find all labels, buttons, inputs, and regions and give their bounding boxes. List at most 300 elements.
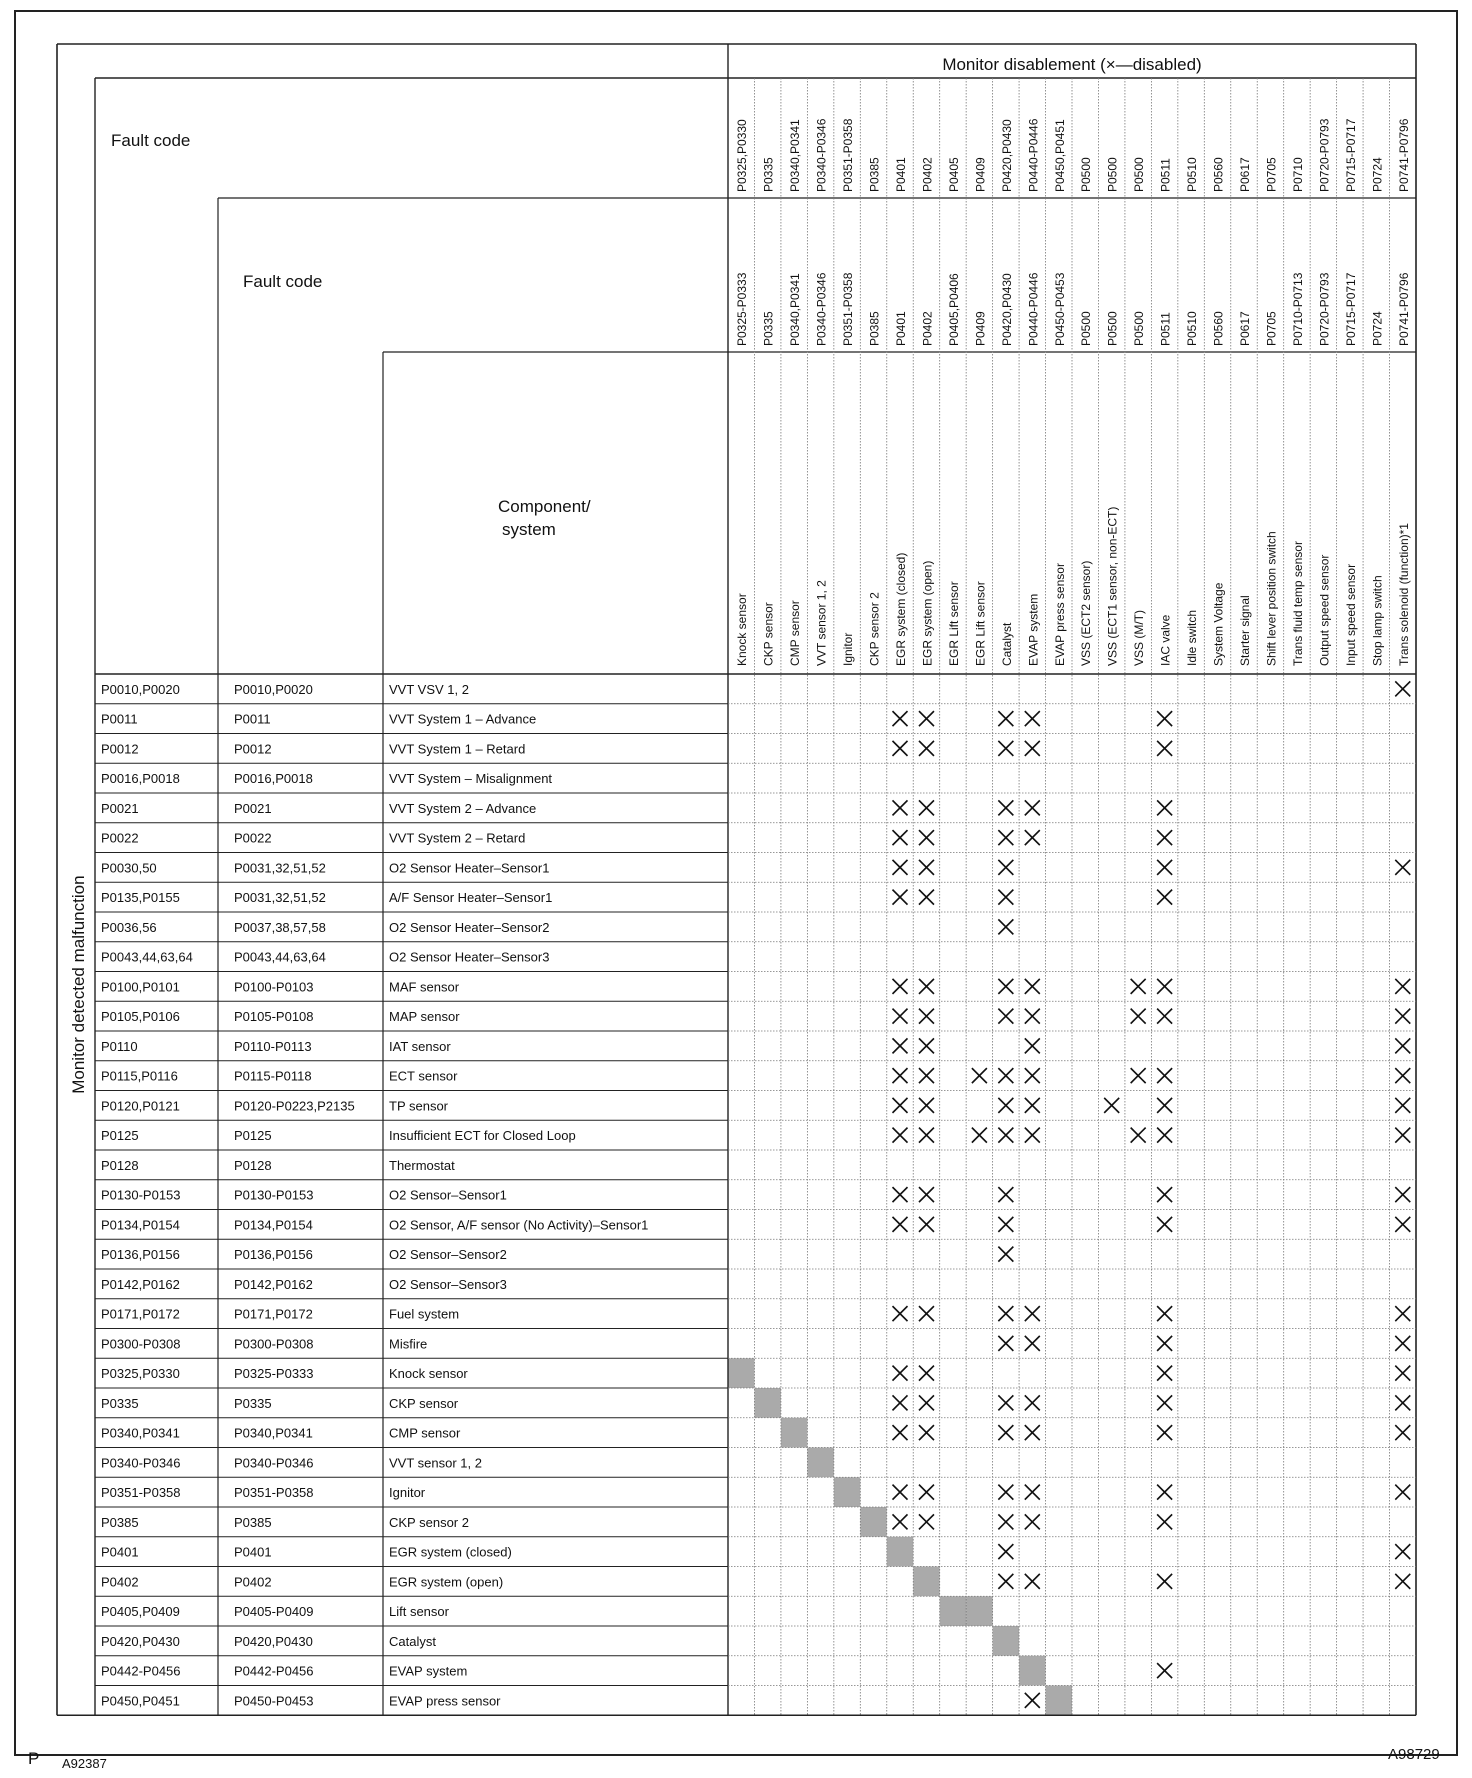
column-code2: P0401 bbox=[894, 311, 908, 346]
column-component-name: Trans fluid temp sensor bbox=[1290, 541, 1305, 666]
disabled-mark bbox=[919, 1395, 934, 1410]
row-code2: P0043,44,63,64 bbox=[234, 949, 326, 965]
disabled-mark bbox=[919, 741, 934, 756]
row-component-name: O2 Sensor–Sensor3 bbox=[389, 1276, 507, 1292]
row-code2: P0142,P0162 bbox=[234, 1276, 313, 1292]
disabled-mark bbox=[919, 1128, 934, 1143]
disabled-mark bbox=[1395, 1098, 1410, 1113]
row-code2: P0016,P0018 bbox=[234, 771, 313, 787]
disabled-mark bbox=[893, 1485, 908, 1500]
column-code2: P0450-P0453 bbox=[1052, 272, 1067, 346]
row-code2: P0401 bbox=[234, 1544, 272, 1560]
disabled-mark bbox=[919, 890, 934, 905]
row-component-name: O2 Sensor–Sensor2 bbox=[389, 1247, 507, 1263]
column-code2: P0420,P0430 bbox=[999, 273, 1014, 346]
row-code2: P0450-P0453 bbox=[234, 1693, 314, 1709]
disabled-mark bbox=[1395, 1187, 1410, 1202]
disabled-mark bbox=[1395, 860, 1410, 875]
row-code1: P0115,P0116 bbox=[101, 1068, 178, 1084]
column-component-name: Knock sensor bbox=[735, 593, 750, 666]
row-code2: P0405-P0409 bbox=[234, 1604, 314, 1620]
disabled-mark bbox=[893, 711, 908, 726]
row-code1: P0030,50 bbox=[101, 860, 157, 876]
disabled-mark bbox=[1157, 890, 1172, 905]
disabled-mark bbox=[893, 1038, 908, 1053]
row-code1: P0142,P0162 bbox=[101, 1276, 180, 1292]
row-component-name: MAF sensor bbox=[389, 979, 460, 995]
row-component-name: O2 Sensor Heater–Sensor3 bbox=[389, 949, 550, 965]
disabled-mark bbox=[1157, 1336, 1172, 1351]
disabled-mark bbox=[919, 1009, 934, 1024]
row-component-name: Fuel system bbox=[389, 1306, 460, 1322]
column-code1: P0500 bbox=[1132, 157, 1147, 192]
column-code1: P0560 bbox=[1211, 157, 1226, 192]
row-code1: P0401 bbox=[101, 1544, 139, 1560]
row-code1: P0128 bbox=[101, 1157, 139, 1173]
row-code2: P0031,32,51,52 bbox=[234, 860, 326, 876]
disabled-mark bbox=[919, 1485, 934, 1500]
column-code1: P0402 bbox=[920, 157, 935, 192]
disabled-mark bbox=[893, 1306, 908, 1321]
column-code1: P0401 bbox=[894, 157, 908, 192]
disabled-mark bbox=[998, 1395, 1013, 1410]
shaded-cell bbox=[754, 1388, 780, 1418]
row-component-name: ECT sensor bbox=[389, 1068, 458, 1084]
disabled-mark bbox=[972, 1128, 987, 1143]
disabled-mark bbox=[1395, 1395, 1410, 1410]
column-code1: P0405 bbox=[946, 157, 961, 192]
row-component-name: Knock sensor bbox=[389, 1366, 468, 1382]
row-code2: P0031,32,51,52 bbox=[234, 890, 326, 906]
column-code1: P0420,P0430 bbox=[999, 119, 1014, 192]
shaded-cell bbox=[834, 1477, 860, 1507]
row-component-name: O2 Sensor, A/F sensor (No Activity)–Sensor1 bbox=[389, 1217, 649, 1233]
row-component-name: TP sensor bbox=[389, 1098, 449, 1114]
column-code2: P0500 bbox=[1105, 311, 1120, 346]
disabled-mark bbox=[1157, 860, 1172, 875]
disabled-mark bbox=[998, 1128, 1013, 1143]
disabled-mark bbox=[1025, 979, 1040, 994]
row-code1: P0043,44,63,64 bbox=[101, 949, 193, 965]
column-component-name: Shift lever position switch bbox=[1264, 531, 1279, 666]
disabled-mark bbox=[893, 1187, 908, 1202]
disabled-mark bbox=[893, 741, 908, 756]
row-code2: P0011 bbox=[234, 711, 271, 727]
row-component-name: O2 Sensor Heater–Sensor1 bbox=[389, 860, 550, 876]
row-code2: P0128 bbox=[234, 1157, 272, 1173]
row-code2: P0325-P0333 bbox=[234, 1366, 314, 1382]
disabled-mark bbox=[1104, 1098, 1119, 1113]
column-code1: P0715-P0717 bbox=[1343, 118, 1358, 192]
disabled-mark bbox=[1025, 1485, 1040, 1500]
row-code1: P0351-P0358 bbox=[101, 1485, 181, 1501]
column-code2: P0409 bbox=[973, 311, 988, 346]
disabled-mark bbox=[1395, 1306, 1410, 1321]
disabled-mark bbox=[998, 1574, 1013, 1589]
disabled-mark bbox=[1157, 1306, 1172, 1321]
shaded-cell bbox=[887, 1537, 913, 1567]
row-code1: P0021 bbox=[101, 800, 139, 816]
disabled-mark bbox=[919, 1366, 934, 1381]
shaded-cell bbox=[913, 1567, 939, 1597]
column-code2: P0340,P0341 bbox=[788, 273, 803, 346]
side-label: Monitor detected malfunction bbox=[69, 875, 88, 1094]
row-code2: P0037,38,57,58 bbox=[234, 919, 326, 935]
monitor-disablement-title: Monitor disablement (×—disabled) bbox=[942, 55, 1202, 74]
row-component-name: VVT System 1 – Retard bbox=[389, 741, 526, 757]
column-component-name: Stop lamp switch bbox=[1370, 575, 1385, 666]
disabled-mark bbox=[1157, 1425, 1172, 1440]
disabled-mark bbox=[1395, 1128, 1410, 1143]
disabled-mark bbox=[998, 1217, 1013, 1232]
column-code1: P0500 bbox=[1079, 157, 1094, 192]
disabled-mark bbox=[893, 1217, 908, 1232]
row-code1: P0402 bbox=[101, 1574, 139, 1590]
column-component-name: Ignitor bbox=[841, 632, 856, 666]
column-code1: P0741-P0796 bbox=[1396, 118, 1411, 192]
column-code1: P0617 bbox=[1238, 157, 1252, 192]
disabled-mark bbox=[1157, 830, 1172, 845]
row-code1: P0011 bbox=[101, 711, 138, 727]
column-code2: P0720-P0793 bbox=[1317, 272, 1332, 346]
disabled-mark bbox=[1025, 1128, 1040, 1143]
disabled-mark bbox=[1157, 1514, 1172, 1529]
disabled-mark bbox=[1395, 979, 1410, 994]
disabled-mark bbox=[998, 711, 1013, 726]
disabled-mark bbox=[893, 1068, 908, 1083]
disabled-mark bbox=[893, 979, 908, 994]
column-component-name: Catalyst bbox=[999, 622, 1014, 666]
disabled-mark bbox=[1025, 1425, 1040, 1440]
disabled-mark bbox=[998, 1544, 1013, 1559]
row-code2: P0442-P0456 bbox=[234, 1663, 314, 1679]
disabled-mark bbox=[998, 1247, 1013, 1262]
disabled-mark bbox=[1025, 1009, 1040, 1024]
column-component-name: Trans solenoid (function)*1 bbox=[1396, 523, 1411, 666]
column-code2: P0385 bbox=[867, 311, 882, 346]
row-code2: P0300-P0308 bbox=[234, 1336, 314, 1352]
row-code1: P0405,P0409 bbox=[101, 1604, 180, 1620]
disabled-mark bbox=[1157, 1128, 1172, 1143]
disabled-mark bbox=[1025, 1336, 1040, 1351]
disabled-mark bbox=[998, 919, 1013, 934]
disabled-mark bbox=[1395, 1336, 1410, 1351]
disabled-mark bbox=[1025, 1068, 1040, 1083]
disabled-mark bbox=[972, 1068, 987, 1083]
column-code1: P0720-P0793 bbox=[1317, 118, 1332, 192]
row-code1: P0420,P0430 bbox=[101, 1633, 180, 1649]
disabled-mark bbox=[893, 1514, 908, 1529]
shaded-cell bbox=[993, 1626, 1019, 1656]
disabled-mark bbox=[893, 830, 908, 845]
disabled-mark bbox=[1025, 1574, 1040, 1589]
row-code1: P0036,56 bbox=[101, 919, 157, 935]
column-code2: P0405,P0406 bbox=[946, 273, 961, 346]
disabled-mark bbox=[893, 1425, 908, 1440]
column-component-name: VVT sensor 1, 2 bbox=[814, 580, 829, 666]
disabled-mark bbox=[919, 1514, 934, 1529]
column-code1: P0351-P0358 bbox=[841, 118, 856, 192]
disabled-mark bbox=[1131, 979, 1146, 994]
column-code2: P0705 bbox=[1264, 311, 1279, 346]
row-code2: P0340,P0341 bbox=[234, 1425, 313, 1441]
disabled-mark bbox=[1157, 1098, 1172, 1113]
system-label: system bbox=[502, 520, 556, 539]
disabled-mark bbox=[998, 741, 1013, 756]
column-code2: P0440-P0446 bbox=[1026, 272, 1041, 346]
column-code1: P0511 bbox=[1158, 158, 1173, 192]
shaded-cell bbox=[1046, 1686, 1072, 1716]
row-code1: P0450,P0451 bbox=[101, 1693, 180, 1709]
column-code2: P0500 bbox=[1132, 311, 1147, 346]
shaded-cell bbox=[728, 1358, 754, 1388]
disabled-mark bbox=[1395, 1366, 1410, 1381]
disabled-mark bbox=[919, 1217, 934, 1232]
row-code2: P0115-P0118 bbox=[234, 1068, 312, 1084]
shaded-cell bbox=[807, 1448, 833, 1478]
row-code2: P0130-P0153 bbox=[234, 1187, 314, 1203]
row-code1: P0335 bbox=[101, 1395, 139, 1411]
row-code1: P0340-P0346 bbox=[101, 1455, 181, 1471]
disabled-mark bbox=[919, 711, 934, 726]
column-code2: P0335 bbox=[761, 311, 776, 346]
column-code2: P0715-P0717 bbox=[1343, 272, 1358, 346]
row-component-name: VVT System 2 – Retard bbox=[389, 830, 526, 846]
column-component-name: CKP sensor 2 bbox=[867, 592, 882, 666]
disabled-mark bbox=[1157, 1366, 1172, 1381]
row-component-name: EVAP press sensor bbox=[389, 1693, 501, 1709]
disabled-mark bbox=[919, 1038, 934, 1053]
column-component-name: Output speed sensor bbox=[1317, 554, 1332, 666]
row-code1: P0012 bbox=[101, 741, 139, 757]
row-component-name: Ignitor bbox=[389, 1485, 426, 1501]
disabled-mark bbox=[1395, 681, 1410, 696]
shaded-cell bbox=[860, 1507, 886, 1537]
component-label: Component/ bbox=[498, 497, 591, 516]
disabled-mark bbox=[1395, 1425, 1410, 1440]
row-component-name: EGR system (open) bbox=[389, 1574, 504, 1590]
disabled-mark bbox=[1025, 830, 1040, 845]
column-code2: P0710-P0713 bbox=[1290, 272, 1305, 346]
column-component-name: CMP sensor bbox=[788, 600, 803, 666]
row-code2: P0171,P0172 bbox=[234, 1306, 313, 1322]
shaded-cell bbox=[966, 1596, 992, 1626]
row-code2: P0110-P0113 bbox=[234, 1038, 312, 1054]
row-code1: P0130-P0153 bbox=[101, 1187, 181, 1203]
row-code1: P0171,P0172 bbox=[101, 1306, 180, 1322]
row-code1: P0135,P0155 bbox=[101, 890, 180, 906]
row-code2: P0351-P0358 bbox=[234, 1485, 314, 1501]
row-code1: P0016,P0018 bbox=[101, 771, 180, 787]
disabled-mark bbox=[893, 1009, 908, 1024]
column-code1: P0340-P0346 bbox=[814, 118, 829, 192]
disabled-mark bbox=[1395, 1038, 1410, 1053]
disabled-mark bbox=[998, 1514, 1013, 1529]
row-code1: P0136,P0156 bbox=[101, 1247, 180, 1263]
disabled-mark bbox=[1157, 1395, 1172, 1410]
column-code2: P0402 bbox=[920, 311, 935, 346]
row-code1: P0022 bbox=[101, 830, 139, 846]
column-code2: P0724 bbox=[1370, 311, 1385, 346]
disabled-mark bbox=[1157, 1009, 1172, 1024]
disabled-mark bbox=[998, 1336, 1013, 1351]
column-code1: P0450,P0451 bbox=[1052, 119, 1067, 192]
column-component-name: EGR Lift sensor bbox=[946, 581, 961, 666]
shaded-cell bbox=[1019, 1656, 1045, 1686]
column-code2: P0500 bbox=[1079, 311, 1094, 346]
column-code1: P0710 bbox=[1290, 157, 1305, 192]
disabled-mark bbox=[998, 890, 1013, 905]
row-code2: P0105-P0108 bbox=[234, 1009, 314, 1025]
row-component-name: Lift sensor bbox=[389, 1604, 449, 1620]
disabled-mark bbox=[998, 1098, 1013, 1113]
footer-letter: P bbox=[28, 1749, 40, 1768]
disabled-mark bbox=[1157, 711, 1172, 726]
column-code2: P0617 bbox=[1238, 311, 1252, 346]
column-code1: P0724 bbox=[1370, 157, 1385, 192]
row-code1: P0120,P0121 bbox=[101, 1098, 180, 1114]
column-component-name: Input speed sensor bbox=[1343, 563, 1358, 666]
disabled-mark bbox=[1395, 1217, 1410, 1232]
column-code2: P0325-P0333 bbox=[735, 272, 750, 346]
disabled-mark bbox=[1157, 1187, 1172, 1202]
row-component-name: Catalyst bbox=[389, 1633, 436, 1649]
disabled-mark bbox=[1025, 741, 1040, 756]
disabled-mark bbox=[919, 1098, 934, 1113]
footer-left-id: A92387 bbox=[62, 1756, 107, 1771]
column-component-name: EGR system (closed) bbox=[894, 552, 908, 666]
disabled-mark bbox=[1157, 1485, 1172, 1500]
row-component-name: CMP sensor bbox=[389, 1425, 461, 1441]
disabled-mark bbox=[1025, 1693, 1040, 1708]
row-component-name: VVT VSV 1, 2 bbox=[389, 681, 469, 697]
row-code1: P0100,P0101 bbox=[101, 979, 180, 995]
column-code2: P0741-P0796 bbox=[1396, 272, 1411, 346]
disabled-mark bbox=[893, 1395, 908, 1410]
column-component-name: Idle switch bbox=[1185, 609, 1200, 666]
row-code1: P0340,P0341 bbox=[101, 1425, 180, 1441]
disabled-mark bbox=[919, 1425, 934, 1440]
row-code2: P0385 bbox=[234, 1514, 272, 1530]
row-code2: P0021 bbox=[234, 800, 272, 816]
row-code2: P0340-P0346 bbox=[234, 1455, 314, 1471]
row-code2: P0134,P0154 bbox=[234, 1217, 313, 1233]
disabled-mark bbox=[1157, 741, 1172, 756]
row-code1: P0125 bbox=[101, 1128, 139, 1144]
row-code1: P0442-P0456 bbox=[101, 1663, 181, 1679]
column-component-name: Starter signal bbox=[1238, 595, 1252, 666]
disabled-mark bbox=[893, 860, 908, 875]
column-code1: P0705 bbox=[1264, 157, 1279, 192]
disabled-mark bbox=[1025, 711, 1040, 726]
row-code1: P0010,P0020 bbox=[101, 681, 180, 697]
row-component-name: IAT sensor bbox=[389, 1038, 451, 1054]
row-component-name: CKP sensor 2 bbox=[389, 1514, 469, 1530]
column-component-name: EVAP press sensor bbox=[1052, 563, 1067, 666]
disabled-mark bbox=[998, 800, 1013, 815]
column-code1: P0500 bbox=[1105, 157, 1120, 192]
column-component-name: CKP sensor bbox=[761, 602, 776, 666]
column-component-name: IAC valve bbox=[1158, 614, 1173, 666]
disabled-mark bbox=[1025, 1098, 1040, 1113]
disabled-mark bbox=[1157, 979, 1172, 994]
disabled-mark bbox=[919, 860, 934, 875]
disabled-mark bbox=[1025, 1514, 1040, 1529]
disabled-mark bbox=[919, 1068, 934, 1083]
row-code2: P0012 bbox=[234, 741, 272, 757]
disabled-mark bbox=[1025, 1395, 1040, 1410]
disabled-mark bbox=[919, 830, 934, 845]
disabled-mark bbox=[1157, 1663, 1172, 1678]
column-code2: P0560 bbox=[1211, 311, 1226, 346]
disabled-mark bbox=[1395, 1574, 1410, 1589]
row-component-name: O2 Sensor–Sensor1 bbox=[389, 1187, 507, 1203]
shaded-cell bbox=[781, 1418, 807, 1448]
disabled-mark bbox=[1131, 1128, 1146, 1143]
disabled-mark bbox=[998, 1425, 1013, 1440]
row-component-name: VVT System 2 – Advance bbox=[389, 800, 537, 816]
row-component-name: O2 Sensor Heater–Sensor2 bbox=[389, 919, 550, 935]
column-code1: P0335 bbox=[761, 157, 776, 192]
disabled-mark bbox=[1157, 1217, 1172, 1232]
row-component-name: CKP sensor bbox=[389, 1395, 459, 1411]
disabled-mark bbox=[1131, 1009, 1146, 1024]
disabled-mark bbox=[893, 1366, 908, 1381]
row-code2: P0010,P0020 bbox=[234, 681, 313, 697]
disabled-mark bbox=[1395, 1009, 1410, 1024]
row-component-name: VVT System – Misalignment bbox=[389, 771, 553, 787]
shaded-cell bbox=[940, 1596, 966, 1626]
disabled-mark bbox=[1025, 1038, 1040, 1053]
row-component-name: A/F Sensor Heater–Sensor1 bbox=[389, 890, 553, 906]
disabled-mark bbox=[919, 800, 934, 815]
disabled-mark bbox=[998, 1306, 1013, 1321]
row-code2: P0022 bbox=[234, 830, 272, 846]
disabled-mark bbox=[1157, 1068, 1172, 1083]
disabled-mark bbox=[998, 1187, 1013, 1202]
disabled-mark bbox=[1025, 1306, 1040, 1321]
row-component-name: MAP sensor bbox=[389, 1009, 460, 1025]
column-code1: P0325,P0330 bbox=[735, 119, 750, 192]
footer-right-id: A98729 bbox=[1388, 1746, 1440, 1763]
disabled-mark bbox=[998, 979, 1013, 994]
disabled-mark bbox=[998, 830, 1013, 845]
row-component-name: VVT sensor 1, 2 bbox=[389, 1455, 482, 1471]
row-component-name: Insufficient ECT for Closed Loop bbox=[389, 1128, 576, 1144]
row-code1: P0110 bbox=[101, 1038, 138, 1054]
row-code1: P0134,P0154 bbox=[101, 1217, 180, 1233]
disabled-mark bbox=[893, 800, 908, 815]
row-component-name: EVAP system bbox=[389, 1663, 468, 1679]
row-code1: P0325,P0330 bbox=[101, 1366, 180, 1382]
row-component-name: EGR system (closed) bbox=[389, 1544, 512, 1560]
row-code1: P0105,P0106 bbox=[101, 1009, 180, 1025]
row-code1: P0300-P0308 bbox=[101, 1336, 181, 1352]
row-component-name: Thermostat bbox=[389, 1157, 455, 1173]
row-code2: P0100-P0103 bbox=[234, 979, 314, 995]
disabled-mark bbox=[1025, 800, 1040, 815]
row-code2: P0402 bbox=[234, 1574, 272, 1590]
column-component-name: EVAP system bbox=[1026, 593, 1041, 666]
disabled-mark bbox=[893, 1098, 908, 1113]
fault-code-label-2: Fault code bbox=[243, 272, 323, 291]
fault-code-label-1: Fault code bbox=[111, 131, 191, 150]
row-code1: P0385 bbox=[101, 1514, 139, 1530]
row-component-name: VVT System 1 – Advance bbox=[389, 711, 537, 727]
row-component-name: Misfire bbox=[389, 1336, 428, 1352]
disabled-mark bbox=[919, 1187, 934, 1202]
column-code1: P0385 bbox=[867, 157, 882, 192]
